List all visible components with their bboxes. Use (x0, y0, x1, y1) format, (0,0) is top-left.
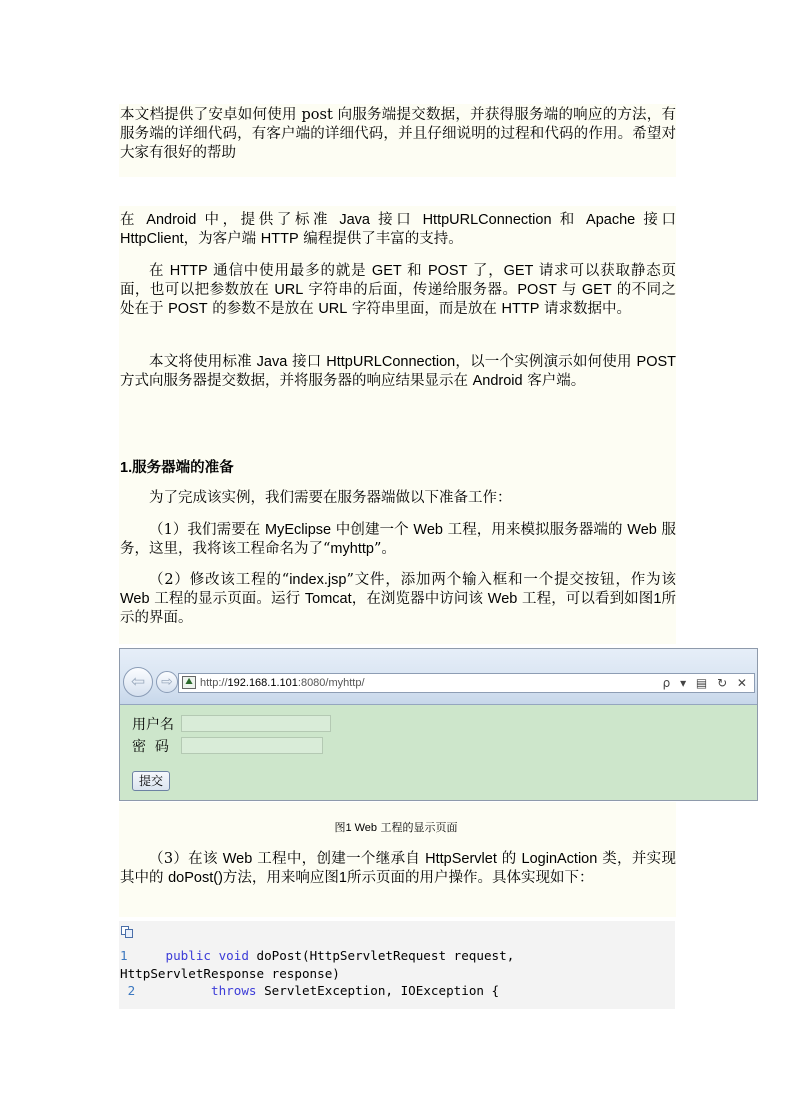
figure-caption: 图1 Web 工程的显示页面 (334, 821, 458, 834)
paragraph-article-plan: 本文将使用标准 Java 接口 HttpURLConnection，以一个实例演示如何使用 POST 方式向服务器提交数据，并将服务器的响应结果显示在 Android 客户端。 (120, 354, 677, 389)
address-bar[interactable] (178, 673, 755, 693)
forward-icon[interactable]: ⇨ (156, 671, 178, 693)
submit-button[interactable]: 提交 (132, 771, 170, 791)
paragraph-step-3: （3）在该 Web 工程中，创建一个继承自 HttpServlet 的 LoginAction 类，并实现其中的 doPost()方法，用来响应图1所示页面的用户操作。具体实现如下： (120, 851, 677, 886)
paragraph-preparation: 为了完成该实例，我们需要在服务器端做以下准备工作： (149, 490, 512, 506)
code-line-1-wrap: HttpServletResponse response) (120, 966, 340, 981)
browser-toolbar (120, 649, 757, 705)
page-icon: ⛰ (182, 676, 196, 689)
code-block (119, 921, 675, 1009)
paragraph-get-post: 在 HTTP 通信中使用最多的就是 GET 和 POST 了，GET 请求可以获取静态页面，也可以把参数放在 URL 字符串的后面，传递给服务器。POST 与 GET 的不同之处在于 POST 的参数不是放在 URL 字符串里面，而是放在 HTTP 请求数据中。 (120, 263, 677, 317)
username-label: 用户名 (132, 717, 174, 733)
code-line-1: 1 public void doPost(HttpServletRequest request, (120, 948, 515, 963)
address-tools-icons[interactable]: ρ ▾ ▤ ↻ ✕ (662, 676, 750, 690)
password-input[interactable] (181, 737, 323, 754)
browser-screenshot (119, 648, 758, 801)
password-label: 密 码 (132, 739, 169, 755)
section-heading: 1.服务器端的准备 (120, 459, 234, 476)
paragraph-android-http: 在 Android 中，提供了标准 Java 接口 HttpURLConnection 和 Apache 接口 HttpClient，为客户端 HTTP 编程提供了丰富的支持。 (120, 212, 677, 247)
back-icon[interactable]: ⇦ (123, 667, 153, 697)
username-input[interactable] (181, 715, 331, 732)
paragraph-step-2: （2）修改该工程的“index.jsp”文件，添加两个输入框和一个提交按钮，作为该 Web 工程的显示页面。运行 Tomcat，在浏览器中访问该 Web 工程，可以看到如图1所示的界面。 (120, 572, 677, 626)
copy-code-icon[interactable] (121, 926, 133, 938)
paragraph-step-1: （1）我们需要在 MyEclipse 中创建一个 Web 工程，用来模拟服务器端的 Web 服务，这里，我将该工程命名为了“myhttp”。 (120, 522, 677, 557)
url-text: http://192.168.1.101:8080/myhttp/ (200, 677, 365, 689)
intro-paragraph: 本文档提供了安卓如何使用 post 向服务端提交数据，并获得服务端的响应的方法，有服务端的详细代码，有客户端的详细代码，并且仔细说明的过程和代码的作用。希望对大家有很好的帮助 (120, 107, 676, 161)
code-line-2: 2 throws ServletException, IOException { (127, 983, 500, 998)
